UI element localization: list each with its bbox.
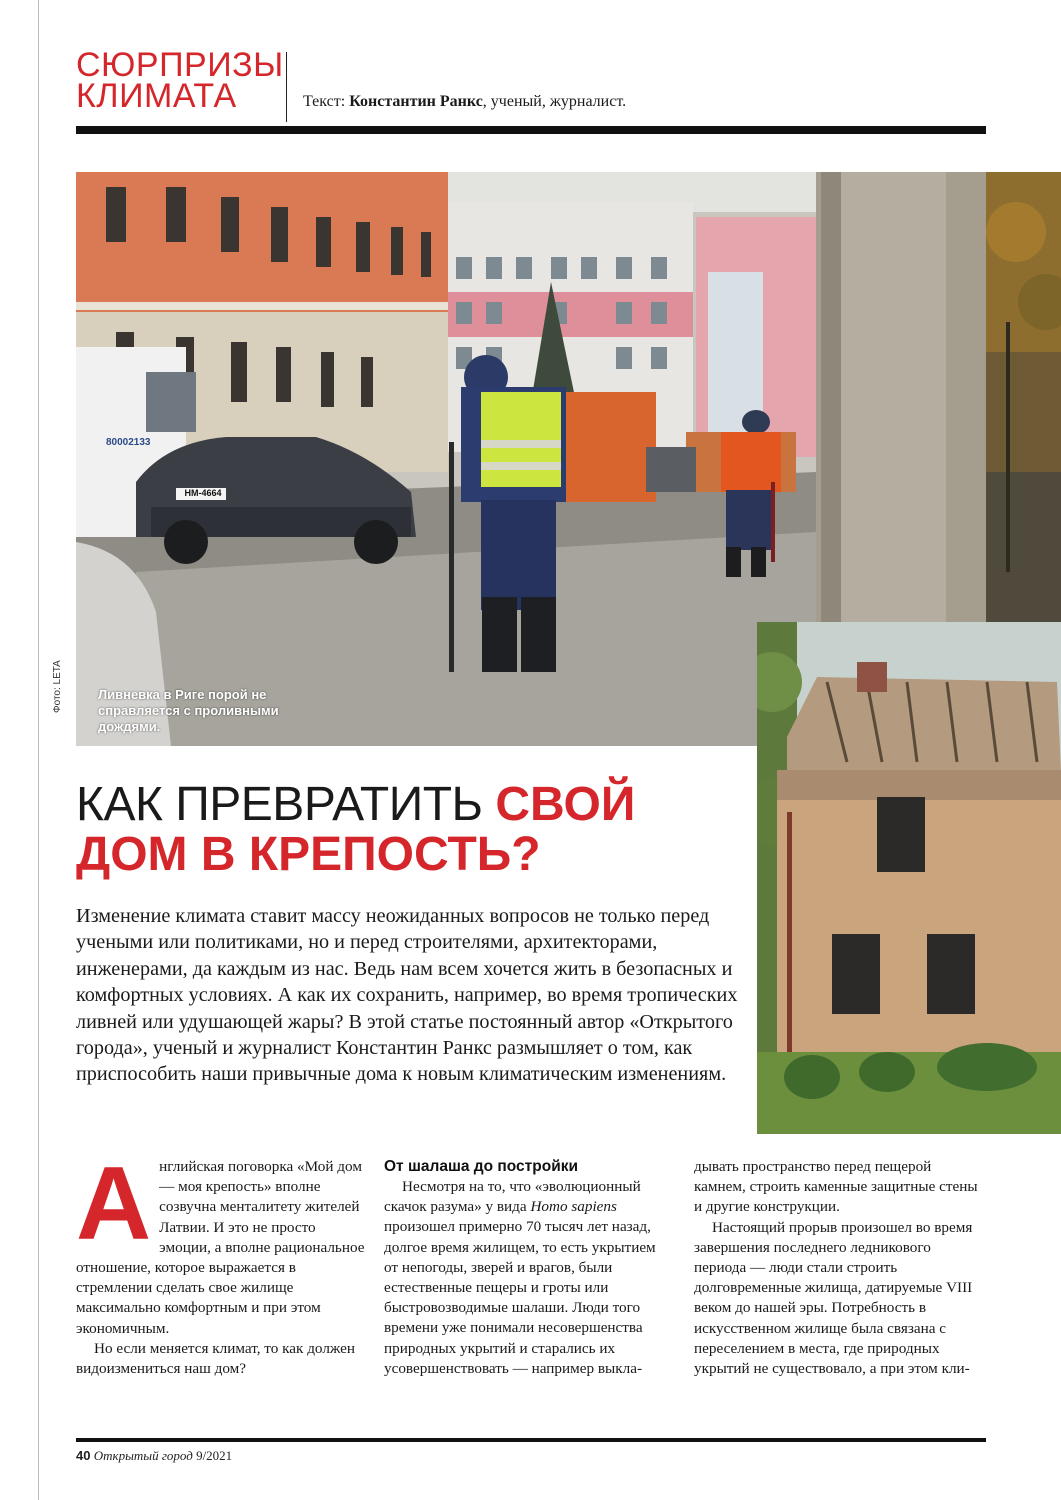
- page-number: 40: [76, 1448, 91, 1463]
- license-plate: HM-4664: [184, 488, 222, 498]
- headline-light: КАК ПРЕВРАТИТЬ: [76, 778, 496, 831]
- column-2: [384, 1157, 669, 1379]
- col2-species: Homo sapiens: [530, 1198, 617, 1216]
- magazine-name: Открытый город: [93, 1448, 193, 1463]
- byline-author: Константин Ранкс: [349, 93, 483, 110]
- article-headline: [76, 780, 756, 880]
- headline-red-2: ДОМ В КРЕПОСТЬ?: [76, 828, 541, 881]
- col2-paragraph-1: [384, 1177, 669, 1379]
- col1-paragraph-1: нглийская поговорка «Мой дом — моя крепость» вполне созвучна менталитету жителей Латвии. И это не просто эмоции, а вполне рациональное отношение, которое выражается в стремлении сделать свое жилище максимально комфортным и при этом экономичным.: [76, 1158, 365, 1337]
- rubric-line-2: КЛИМАТА: [76, 77, 237, 115]
- footer-rule: [76, 1438, 986, 1442]
- col1-paragraph-2: Но если меняется климат, то как должен видоизмениться наш дом?: [76, 1339, 356, 1378]
- left-margin-rule: [38, 0, 39, 1500]
- column-1: [76, 1146, 366, 1379]
- col3-paragraph-2: Настоящий прорыв произошел во время завершения последнего ледникового периода — люди стали строить долговременные жилища, датируемые VIII веком до нашей эры. Потребность в искусственном жилище была связана с переселением в места, где природных укрытий не существовало, а при этом кли-: [694, 1218, 973, 1378]
- drop-cap: А: [76, 1146, 152, 1262]
- column-3: [694, 1157, 986, 1379]
- photo-caption: Ливневка в Риге порой не справляется с проливными дождями.: [98, 687, 279, 734]
- section-subhead: От шалаша до постройки: [384, 1158, 579, 1175]
- section-rubric: [76, 46, 284, 115]
- page-footer: [76, 1448, 232, 1464]
- col2-text-b: произошел примерно 70 тысяч лет назад, долгое время жилищем, то есть укрытием от непогоды, зверей и врагов, были естественные пещеры и гроты или быстровозводимые шалаши. Люди того времени уже понимали несовершенства природных укрытий и старались их усовершенствовать — например выкла-: [384, 1218, 656, 1377]
- photo-credit: Фото: LETA: [52, 660, 63, 713]
- col2-text-a: Несмотря на то, что «эволюционный скачок разума» у вида: [384, 1178, 641, 1216]
- byline-suffix: , ученый, журналист.: [482, 93, 627, 110]
- flooded-forest-photo: [986, 172, 1061, 622]
- byline-prefix: Текст:: [303, 93, 346, 110]
- headline-red-1: СВОЙ: [495, 778, 636, 831]
- col3-paragraph-1: дывать пространство перед пещерой камнем, строить каменные защитные стены и другие конструкции.: [694, 1158, 978, 1216]
- rubric-divider: [286, 52, 287, 122]
- header-rule: [76, 126, 986, 134]
- byline: [303, 93, 626, 111]
- rubric-line-1: СЮРПРИЗЫ: [76, 46, 284, 84]
- issue-number: 9/2021: [196, 1448, 233, 1463]
- article-lead: Изменение климата ставит массу неожиданных вопросов не только перед учеными или политиками, но и перед строителями, архитекторами, инженерами, да каждым из нас. Ведь нам всем хочется жить в безопасных и комфортных условиях. А как их сохранить, например, во время тропических ливней или удушающей жары? В этой статье постоянный автор «Открытого города», ученый и журналист Константин Ранкс размышляет о том, как приспособить наши привычные дома к новым климатическим изменениям.: [76, 905, 738, 1086]
- van-phone-number: 80002133: [106, 437, 151, 448]
- damaged-house-photo: [757, 622, 1061, 1134]
